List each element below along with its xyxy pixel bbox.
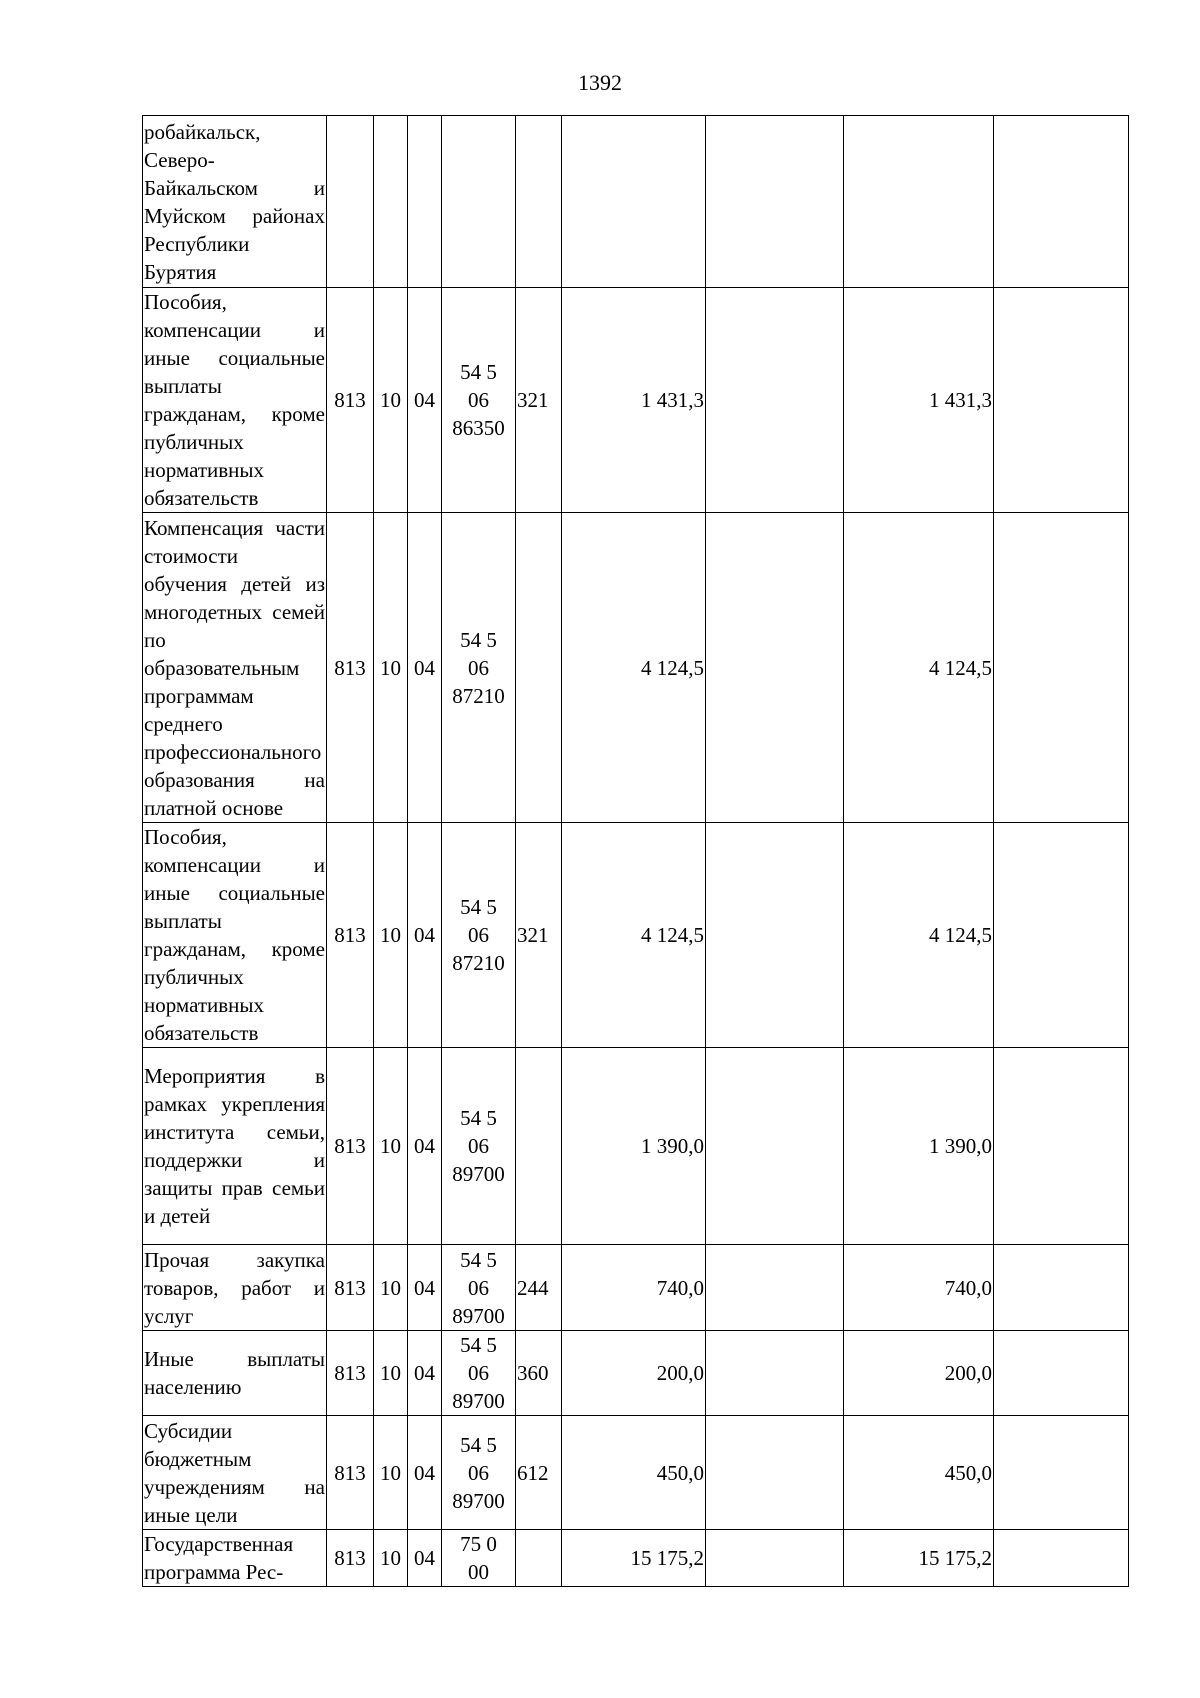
row-name-cell: Субсидии бюджетным учреждениям на иные цели: [143, 1416, 327, 1530]
section-code-cell: 10: [374, 1048, 408, 1245]
expense-type-cell: [516, 513, 562, 823]
budget-table: [142, 115, 1129, 1587]
subsection-code-cell: 04: [408, 1530, 442, 1587]
subsection-code-cell: 04: [408, 1048, 442, 1245]
empty-cell: [994, 1245, 1129, 1331]
amount-cell: 200,0: [844, 1331, 994, 1416]
amount-cell: 450,0: [562, 1416, 706, 1530]
empty-cell: [706, 1416, 844, 1530]
amount-cell: 450,0: [844, 1416, 994, 1530]
row-name-cell: Иные выплаты населению: [143, 1331, 327, 1416]
amount-cell: 15 175,2: [844, 1530, 994, 1587]
subsection-code-cell: 04: [408, 1245, 442, 1331]
row-name-cell: Пособия, компенсации и иные социальные выплаты гражданам, кроме публичных нормативных обязательств: [143, 823, 327, 1048]
expense-type-cell: 321: [516, 823, 562, 1048]
section-code-cell: 10: [374, 1530, 408, 1587]
subsection-code-cell: 04: [408, 1331, 442, 1416]
grbs-code-cell: 813: [327, 1416, 374, 1530]
expense-type-cell: [516, 1048, 562, 1245]
subsection-code-cell: 04: [408, 1416, 442, 1530]
row-name-cell: Компенсация части стоимости обучения детей из многодетных семей по образовательным программам среднего профессионального образования на платной основе: [143, 513, 327, 823]
grbs-code-cell: 813: [327, 823, 374, 1048]
section-code-cell: 10: [374, 1245, 408, 1331]
empty-cell: [994, 1416, 1129, 1530]
section-code-cell: [374, 116, 408, 288]
table-row: [143, 1245, 1129, 1331]
expense-type-cell: [516, 1530, 562, 1587]
expense-type-cell: 321: [516, 288, 562, 513]
section-code-cell: 10: [374, 513, 408, 823]
subsection-code-cell: 04: [408, 823, 442, 1048]
target-article-cell: 54 5 06 89700: [442, 1048, 516, 1245]
amount-cell: 1 390,0: [844, 1048, 994, 1245]
empty-cell: [994, 1331, 1129, 1416]
page-number: 1392: [578, 70, 622, 95]
expense-type-cell: [516, 116, 562, 288]
row-name-cell: Пособия, компенсации и иные социальные выплаты гражданам, кроме публичных нормативных обязательств: [143, 288, 327, 513]
section-code-cell: 10: [374, 288, 408, 513]
amount-cell: 4 124,5: [844, 513, 994, 823]
empty-cell: [706, 823, 844, 1048]
expense-type-cell: 612: [516, 1416, 562, 1530]
amount-cell: 740,0: [844, 1245, 994, 1331]
empty-cell: [706, 1331, 844, 1416]
table-row: [143, 513, 1129, 823]
target-article-cell: 54 5 06 89700: [442, 1245, 516, 1331]
grbs-code-cell: 813: [327, 513, 374, 823]
amount-cell: 740,0: [562, 1245, 706, 1331]
subsection-code-cell: [408, 116, 442, 288]
amount-cell: 1 431,3: [562, 288, 706, 513]
table-row: [143, 288, 1129, 513]
amount-cell: 200,0: [562, 1331, 706, 1416]
grbs-code-cell: 813: [327, 1331, 374, 1416]
empty-cell: [706, 1048, 844, 1245]
target-article-cell: 54 5 06 89700: [442, 1416, 516, 1530]
section-code-cell: 10: [374, 1331, 408, 1416]
table-row: [143, 1331, 1129, 1416]
empty-cell: [994, 288, 1129, 513]
subsection-code-cell: 04: [408, 513, 442, 823]
section-code-cell: 10: [374, 1416, 408, 1530]
table-row: [143, 823, 1129, 1048]
empty-cell: [994, 513, 1129, 823]
empty-cell: [994, 116, 1129, 288]
empty-cell: [994, 1048, 1129, 1245]
empty-cell: [994, 823, 1129, 1048]
expense-type-cell: 360: [516, 1331, 562, 1416]
subsection-code-cell: 04: [408, 288, 442, 513]
table-row: [143, 1416, 1129, 1530]
row-name-cell: робайкальск, Северо-Байкальском и Муйском районах Республики Бурятия: [143, 116, 327, 288]
grbs-code-cell: 813: [327, 1048, 374, 1245]
empty-cell: [706, 116, 844, 288]
target-article-cell: 54 5 06 86350: [442, 288, 516, 513]
empty-cell: [706, 288, 844, 513]
amount-cell: 1 431,3: [844, 288, 994, 513]
target-article-cell: 54 5 06 87210: [442, 823, 516, 1048]
row-name-cell: Государственная программа Рес-: [143, 1530, 327, 1587]
empty-cell: [706, 1530, 844, 1587]
table-row: [143, 1530, 1129, 1587]
grbs-code-cell: 813: [327, 1530, 374, 1587]
empty-cell: [706, 513, 844, 823]
row-name-cell: Мероприятия в рамках укрепления института семьи, поддержки и защиты прав семьи и детей: [143, 1048, 327, 1245]
amount-cell: 15 175,2: [562, 1530, 706, 1587]
amount-cell: 4 124,5: [562, 823, 706, 1048]
amount-cell: 4 124,5: [844, 823, 994, 1048]
target-article-cell: 54 5 06 87210: [442, 513, 516, 823]
amount-cell: 4 124,5: [562, 513, 706, 823]
target-article-cell: 54 5 06 89700: [442, 1331, 516, 1416]
amount-cell: 1 390,0: [562, 1048, 706, 1245]
expense-type-cell: 244: [516, 1245, 562, 1331]
empty-cell: [706, 1245, 844, 1331]
target-article-cell: [442, 116, 516, 288]
empty-cell: [994, 1530, 1129, 1587]
table-row: [143, 116, 1129, 288]
amount-cell: [562, 116, 706, 288]
row-name-cell: Прочая закупка товаров, работ и услуг: [143, 1245, 327, 1331]
section-code-cell: 10: [374, 823, 408, 1048]
amount-cell: [844, 116, 994, 288]
target-article-cell: 75 0 00: [442, 1530, 516, 1587]
grbs-code-cell: [327, 116, 374, 288]
grbs-code-cell: 813: [327, 288, 374, 513]
table-row: [143, 1048, 1129, 1245]
grbs-code-cell: 813: [327, 1245, 374, 1331]
